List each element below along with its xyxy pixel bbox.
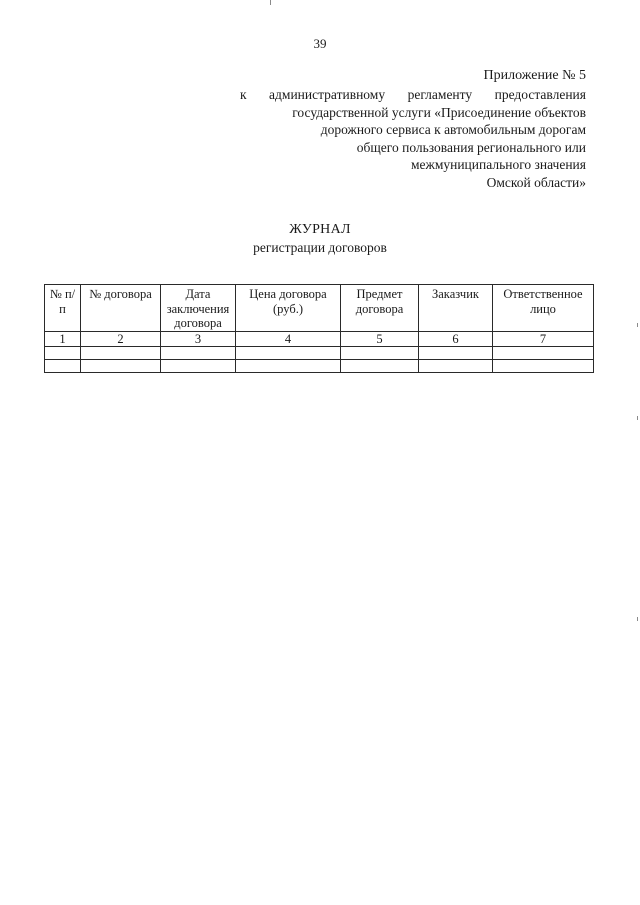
table-cell	[341, 360, 419, 373]
table-cell	[81, 360, 161, 373]
header-customer: Заказчик	[419, 285, 493, 332]
appendix-title: Приложение № 5	[483, 68, 586, 83]
header-row-number: № п/п	[45, 285, 81, 332]
scan-margin-mark	[637, 323, 638, 327]
table-cell	[161, 347, 236, 360]
scan-margin-mark	[637, 617, 638, 621]
appendix-body	[240, 86, 586, 192]
appendix-line: государственной услуги «Присоединение объектов	[292, 104, 586, 120]
table-cell	[493, 347, 594, 360]
column-number: 4	[236, 331, 341, 347]
header-conclusion-date: Дата заключения договора	[161, 285, 236, 332]
page-number: 39	[313, 36, 327, 51]
journal-subtitle: регистрации договоров	[253, 240, 387, 255]
column-numbers-row	[45, 331, 594, 347]
appendix-line: общего пользования регионального или	[356, 139, 586, 155]
table-cell	[419, 360, 493, 373]
table-cell	[236, 360, 341, 373]
column-number: 2	[81, 331, 161, 347]
table-cell	[236, 347, 341, 360]
header-contract-number: № договора	[81, 285, 161, 332]
scan-margin-mark	[637, 416, 638, 420]
appendix-line: Омской области»	[486, 174, 586, 190]
table-cell	[419, 347, 493, 360]
column-number: 7	[493, 331, 594, 347]
column-number: 5	[341, 331, 419, 347]
appendix-line: к административному регламенту предоставления	[240, 87, 586, 102]
table-header-row	[45, 285, 594, 332]
appendix-line: дорожного сервиса к автомобильным дорогам	[320, 122, 586, 138]
appendix-line: межмуниципального значения	[410, 157, 586, 173]
header-contract-price: Цена договора (руб.)	[236, 285, 341, 332]
column-number: 1	[45, 331, 81, 347]
registration-table	[44, 284, 594, 373]
table-row	[45, 347, 594, 360]
table-cell	[493, 360, 594, 373]
header-responsible-person: Ответственное лицо	[493, 285, 594, 332]
header-contract-subject: Предмет договора	[341, 285, 419, 332]
journal-title: ЖУРНАЛ	[289, 222, 351, 237]
table-cell	[45, 347, 81, 360]
table-cell	[81, 347, 161, 360]
column-number: 6	[419, 331, 493, 347]
table-row	[45, 360, 594, 373]
scan-margin-mark	[270, 0, 271, 5]
table-cell	[341, 347, 419, 360]
column-number: 3	[161, 331, 236, 347]
table-cell	[161, 360, 236, 373]
table-cell	[45, 360, 81, 373]
